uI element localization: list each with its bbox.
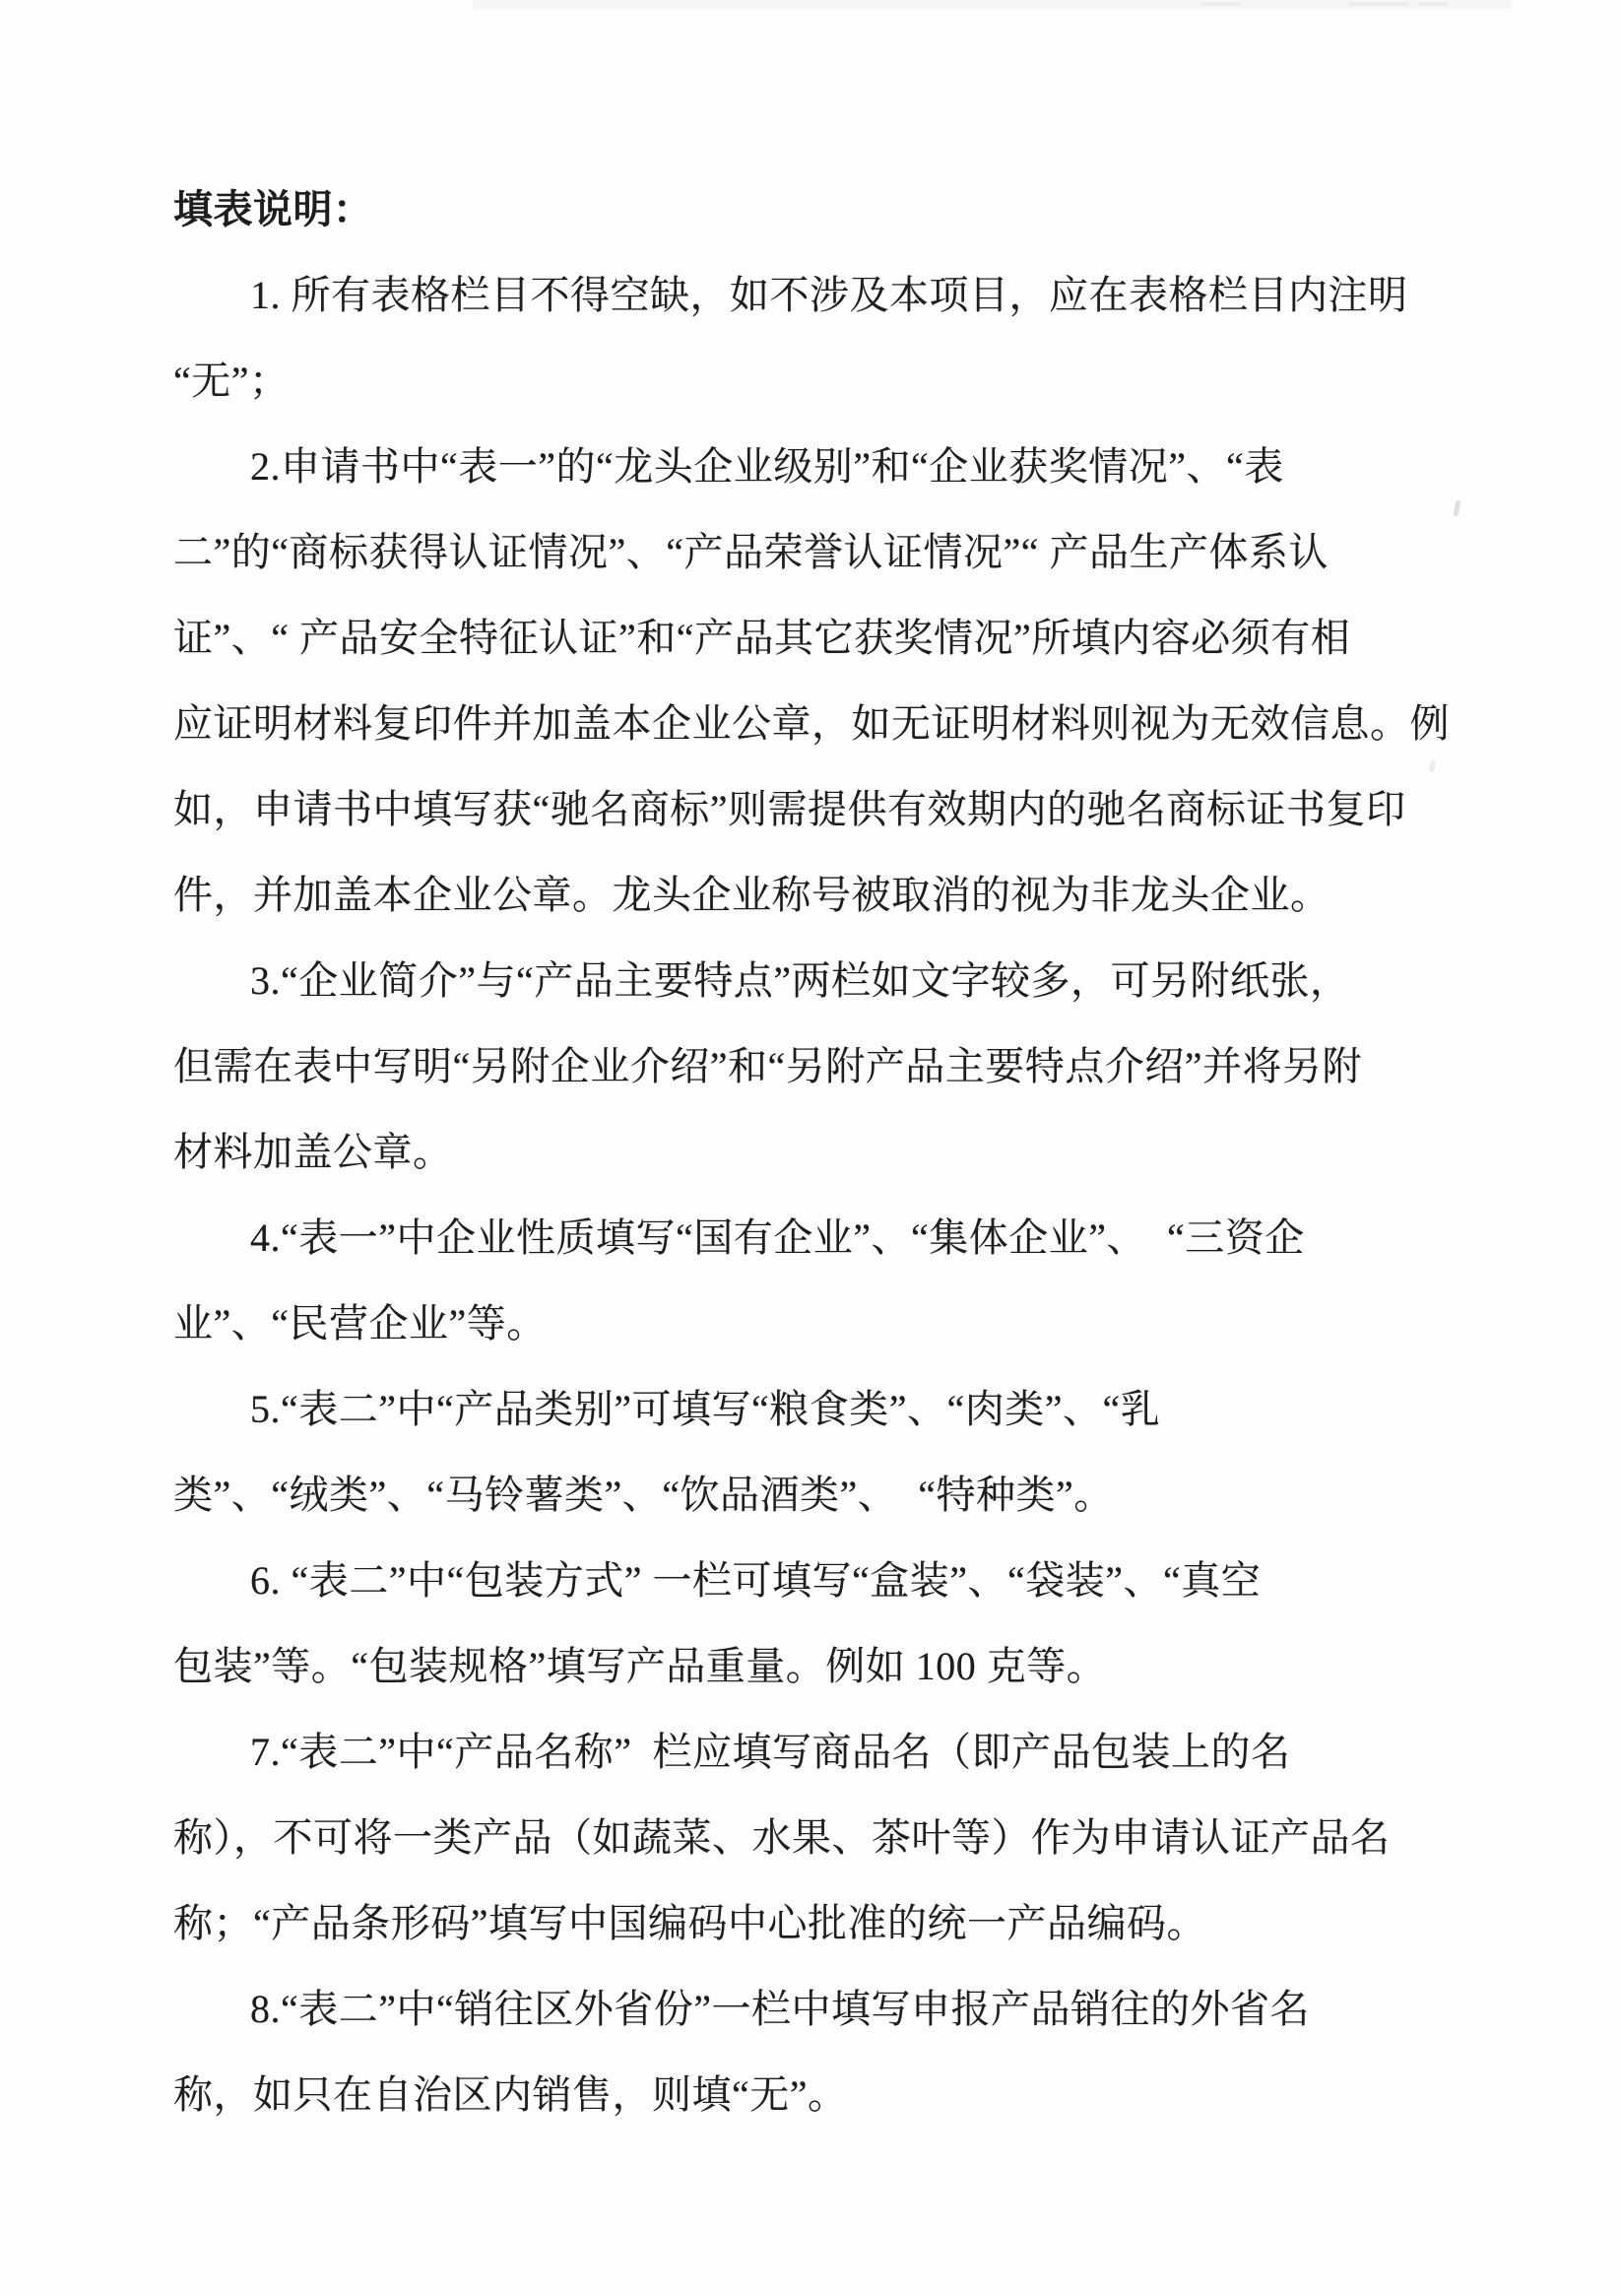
instructions-text (173, 252, 1454, 2137)
text-line: 应证明材料复印件并加盖本企业公章，如无证明材料则视为无效信息。例 (173, 701, 1450, 746)
text-line: 5.“表二”中“产品类别”可填写“粮食类”、“肉类”、“乳 (250, 1387, 1161, 1431)
text-line: 业”、“民营企业”等。 (173, 1301, 547, 1345)
text-line: 但需在表中写明“另附企业介绍”和“另附产品主要特点介绍”并将另附 (173, 1044, 1363, 1088)
text-line: 称；“产品条形码”填写中国编码中心批准的统一产品编码。 (173, 1901, 1207, 1945)
text-line: 8.“表二”中“销往区外省份”一栏中填写申报产品销往的外省名 (250, 1987, 1311, 2031)
text-line: 材料加盖公章。 (173, 1130, 453, 1174)
instructions-section (173, 166, 1454, 2137)
text-line: 称，如只在自治区内销售，则填“无”。 (173, 2072, 848, 2117)
page-title: 填表说明： (173, 187, 373, 231)
text-line: 7.“表二”中“产品名称” 栏应填写商品名（即产品包装上的名 (250, 1730, 1291, 1774)
scan-artifact-band (473, 0, 1512, 9)
scan-artifact-dash (1418, 2, 1448, 6)
text-line: “无”； (173, 359, 290, 403)
text-line: 二”的“商标获得认证情况”、“产品荣誉认证情况”“ 产品生产体系认 (173, 530, 1329, 574)
text-line: 2.申请书中“表一”的“龙头企业级别”和“企业获奖情况”、“表 (250, 444, 1284, 489)
text-line: 如，申请书中填写获“驰名商标”则需提供有效期内的驰名商标证书复印 (173, 787, 1406, 831)
text-line: 4.“表一”中企业性质填写“国有企业”、“集体企业”、 “三资企 (250, 1215, 1305, 1260)
text-line: 证”、“ 产品安全特征认证”和“产品其它获奖情况”所填内容必须有相 (173, 616, 1351, 660)
scan-artifact-dash (1349, 2, 1408, 6)
text-line: 6. “表二”中“包装方式” 一栏可填写“盒装”、“袋装”、“真空 (250, 1558, 1262, 1603)
scan-speckle (1453, 500, 1460, 517)
text-line: 类”、“绒类”、“马铃薯类”、“饮品酒类”、 “特种类”。 (173, 1473, 1114, 1517)
text-line: 称），不可将一类产品（如蔬菜、水果、茶叶等）作为申请认证产品名 (173, 1815, 1391, 1860)
text-line: 件，并加盖本企业公章。龙头企业称号被取消的视为非龙头企业。 (173, 873, 1330, 917)
scan-artifact-dash (1201, 2, 1241, 6)
text-line: 包装”等。“包装规格”填写产品重量。例如 100 克等。 (173, 1644, 1107, 1688)
text-line: 1. 所有表格栏目不得空缺，如不涉及本项目，应在表格栏目内注明 (250, 273, 1408, 317)
text-line: 3.“企业简介”与“产品主要特点”两栏如文字较多，可另附纸张， (250, 958, 1350, 1003)
